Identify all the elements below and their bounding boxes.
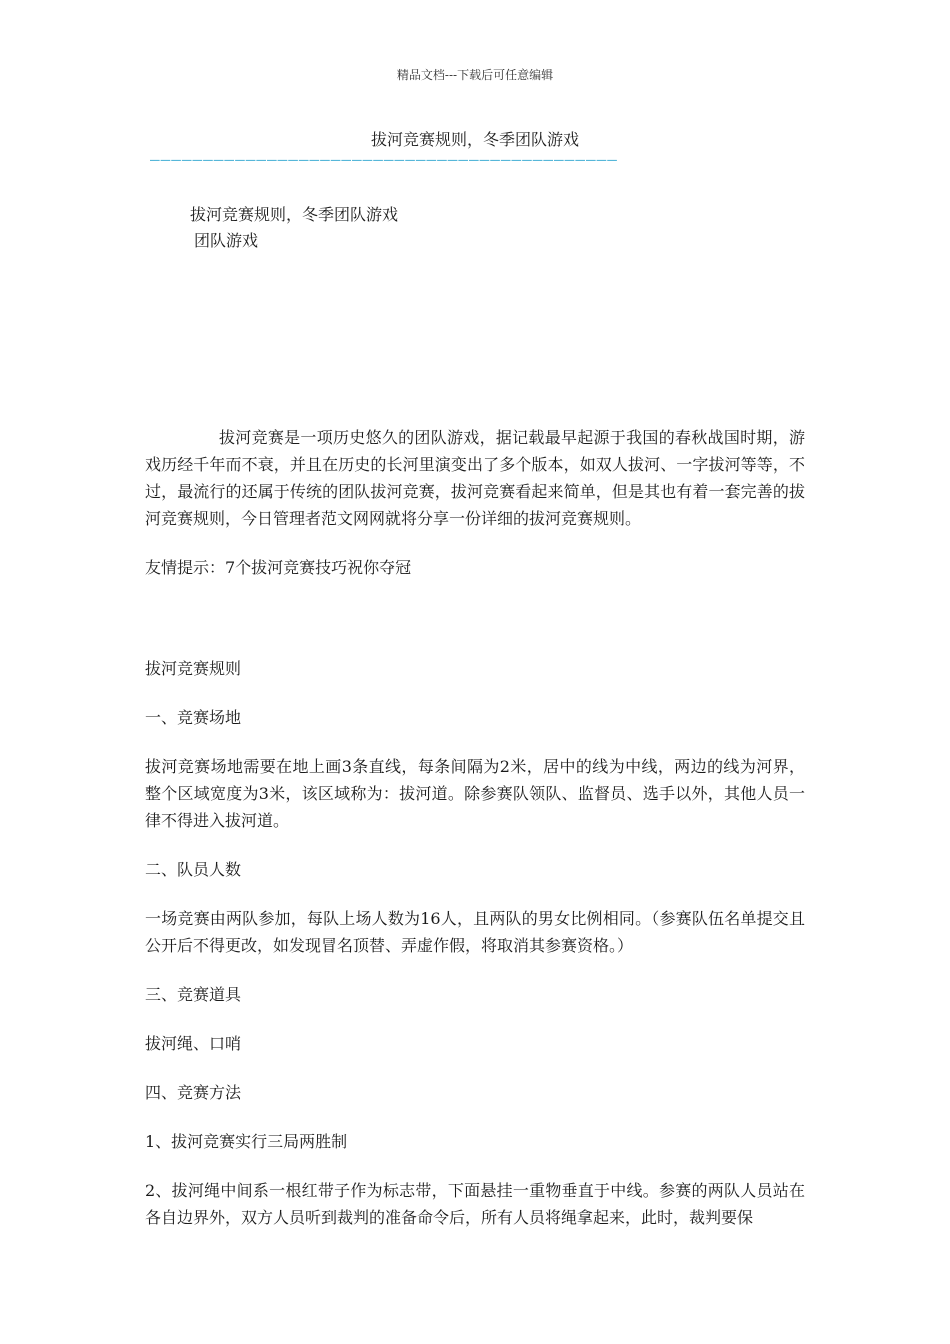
title-divider: ———————————————————————————————————————————— (150, 150, 618, 169)
document-title: 拔河竞赛规则，冬季团队游戏 (370, 130, 579, 149)
section-4-heading: 四、竞赛方法 (145, 1083, 242, 1102)
section-4-item-2: 2、拔河绳中间系一根红带子作为标志带，下面悬挂一重物垂直于中线。参赛的两队人员站在各自边界外，双方人员听到裁判的准备命令后，所有人员将绳拿起来，此时，裁判要保 (145, 1181, 805, 1227)
subtitle-line-2: 团队游戏 (194, 231, 259, 250)
section-1-text: 拔河竞赛场地需要在地上画3条直线，每条间隔为2米，居中的线为中线，两边的线为河界，整个区域宽度为3米，该区域称为：拔河道。除参赛队领队、监督员、选手以外，其他人员一律不得进入拔河道。 (145, 757, 805, 830)
section-3-heading: 三、竞赛道具 (145, 985, 242, 1004)
section-1-heading: 一、竞赛场地 (145, 708, 242, 727)
rules-heading: 拔河竞赛规则 (145, 659, 242, 678)
spacer (145, 603, 805, 655)
section-4-item-1: 1、拔河竞赛实行三局两胜制 (145, 1132, 348, 1151)
section-2-text: 一场竞赛由两队参加，每队上场人数为16人，且两队的男女比例相同。（参赛队伍名单提交且公开后不得更改，如发现冒名顶替、弄虚作假，将取消其参赛资格。） (145, 909, 805, 955)
section-3-text: 拔河绳、口哨 (145, 1034, 242, 1053)
section-2-heading: 二、队员人数 (145, 860, 242, 879)
header-note: 精品文档---下载后可任意编辑 (396, 68, 554, 82)
intro-paragraph: 拔河竞赛是一项历史悠久的团队游戏，据记载最早起源于我国的春秋战国时期，游戏历经千年而不衰，并且在历史的长河里演变出了多个版本，如双人拔河、一字拔河等等，不过，最流行的还属于传统的团队拔河竞赛，拔河竞赛看起来简单，但是其也有着一套完善的拔河竞赛规则，今日管理者范文网网就将分享一份详细的拔河竞赛规则。 (145, 428, 805, 528)
subtitle-line-1: 拔河竞赛规则，冬季团队游戏 (190, 205, 399, 224)
document-body (145, 424, 805, 1253)
tip-paragraph: 友情提示：7个拔河竞赛技巧祝你夺冠 (145, 558, 412, 577)
